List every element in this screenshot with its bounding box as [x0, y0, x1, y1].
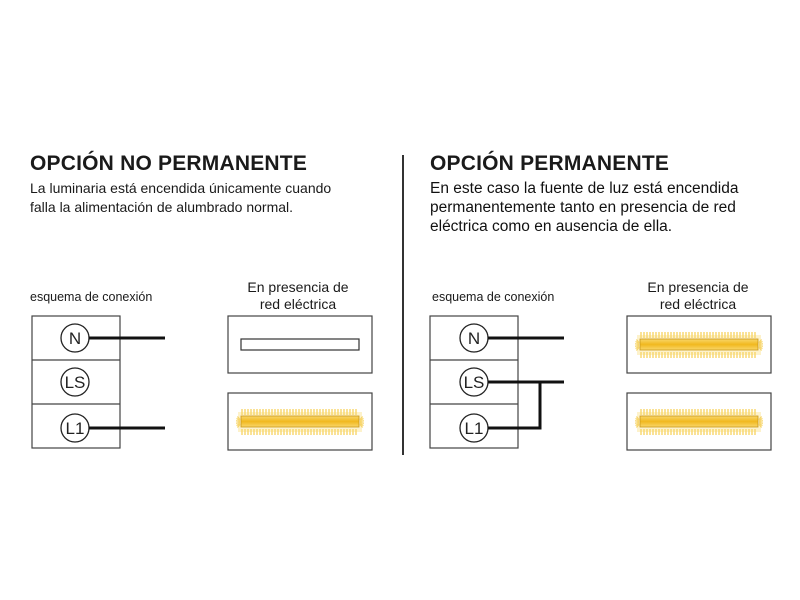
right-description-line-2: permanentemente tanto en presencia de red — [430, 199, 736, 216]
right-lamp-on-bottom — [627, 393, 771, 450]
right-terminal-l1 — [460, 414, 488, 442]
left-terminal-n-label: N — [68, 329, 82, 348]
left-terminal-l1-label: L1 — [65, 419, 85, 438]
left-terminal-ls-label: LS — [64, 373, 86, 392]
right-description-line-1: En este caso la fuente de luz está encendida — [430, 180, 739, 197]
left-terminal-l1 — [61, 414, 89, 442]
right-title: OPCIÓN PERMANENTE — [430, 152, 670, 175]
right-presence-line-1: En presencia de — [647, 279, 749, 295]
left-lamp-on — [228, 393, 372, 450]
left-terminal-n — [61, 324, 89, 352]
right-terminal-n — [460, 324, 488, 352]
right-terminal-n-label: N — [467, 329, 481, 348]
left-lamp-off — [228, 316, 372, 373]
left-presence-line-2: red eléctrica — [259, 296, 337, 312]
left-description-line-1: La luminaria está encendida únicamente cuando — [30, 180, 332, 196]
left-title: OPCIÓN NO PERMANENTE — [30, 152, 308, 175]
left-description-line-2: falla la alimentación de alumbrado normal. — [30, 199, 294, 215]
right-terminal-l1-label: L1 — [464, 419, 484, 438]
right-schema-label: esquema de conexión — [432, 290, 555, 304]
left-schema-label: esquema de conexión — [30, 290, 153, 304]
right-terminal-ls — [460, 368, 488, 396]
right-terminal-ls-label: LS — [463, 373, 485, 392]
left-terminal-ls — [61, 368, 89, 396]
left-presence-line-1: En presencia de — [247, 279, 349, 295]
right-description-line-3: eléctrica como en ausencia de ella. — [430, 218, 673, 235]
right-presence-line-2: red eléctrica — [659, 296, 737, 312]
right-lamp-on-top — [627, 316, 771, 373]
